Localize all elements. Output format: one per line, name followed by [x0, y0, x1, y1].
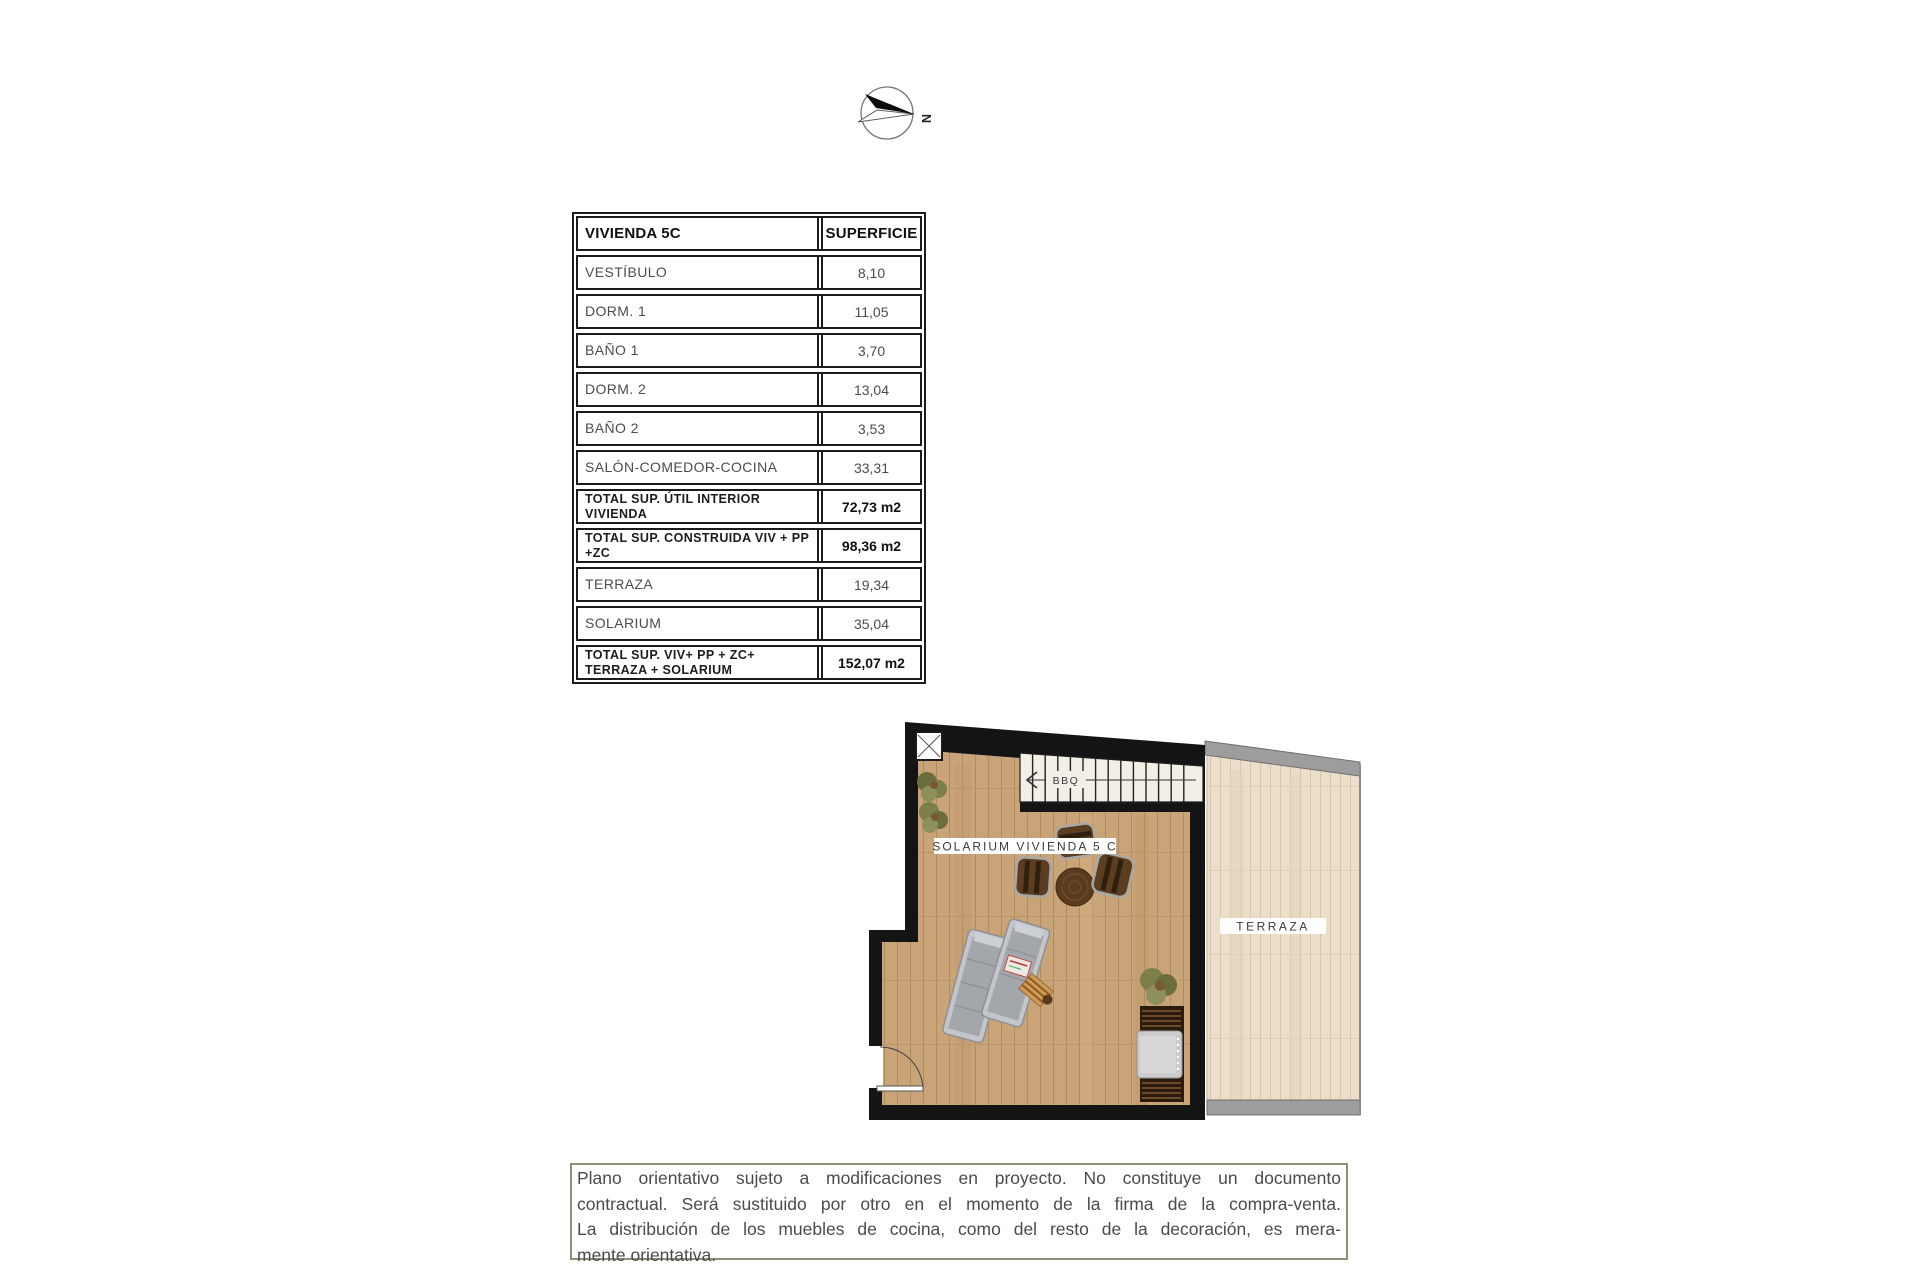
terraza-label — [1220, 918, 1326, 934]
skylight-box — [916, 732, 942, 760]
table-row — [576, 645, 922, 680]
table-row — [576, 411, 922, 446]
row-label: SALÓN-COMEDOR-COCINA — [578, 452, 819, 483]
lounger-mat — [1137, 1006, 1184, 1102]
table-row — [576, 333, 922, 368]
floorplan — [860, 710, 1370, 1140]
north-arrow-icon — [838, 66, 958, 161]
disclaimer-line: Plano orientativo sujeto a modificaciones en proyecto. No constituye un documento — [577, 1168, 1341, 1188]
disclaimer-line: La distribución de los muebles de cocina, como del resto de la decoración, es mera- — [577, 1219, 1341, 1239]
row-label: TERRAZA — [578, 569, 819, 600]
svg-text:TERRAZA: TERRAZA — [1236, 919, 1310, 934]
solarium-label — [932, 838, 1117, 854]
row-label: DORM. 2 — [578, 374, 819, 405]
door-leaf — [877, 1086, 923, 1091]
svg-text:SOLARIUM VIVIENDA 5 C: SOLARIUM VIVIENDA 5 C — [932, 839, 1118, 854]
table-header-row — [576, 216, 922, 251]
row-value: 19,34 — [821, 569, 920, 600]
row-value: 11,05 — [821, 296, 920, 327]
disclaimer-line: contractual. Será sustituido por otro en el momento de la firma de la compra-venta. — [577, 1193, 1341, 1214]
row-label: SOLARIUM — [578, 608, 819, 639]
table-row — [576, 528, 922, 563]
disclaimer-lines — [577, 1166, 1341, 1268]
row-value: 13,04 — [821, 374, 920, 405]
row-label: DORM. 1 — [578, 296, 819, 327]
row-value: 72,73 m2 — [821, 491, 920, 522]
row-value: 3,53 — [821, 413, 920, 444]
row-label: TOTAL SUP. VIV+ PP + ZC+ TERRAZA + SOLARIUM — [578, 647, 819, 678]
row-value: 35,04 — [821, 608, 920, 639]
table-row — [576, 294, 922, 329]
chair — [1091, 851, 1135, 898]
table-row — [576, 255, 922, 290]
row-value: 98,36 m2 — [821, 530, 920, 561]
area-table-body — [576, 255, 922, 680]
row-label: BAÑO 1 — [578, 335, 819, 366]
dining-table — [1056, 868, 1094, 906]
row-value: 8,10 — [821, 257, 920, 288]
table-header-surface: SUPERFICIE — [821, 218, 920, 249]
chair — [1015, 857, 1052, 897]
table-row — [576, 450, 922, 485]
row-value: 33,31 — [821, 452, 920, 483]
row-label: TOTAL SUP. ÚTIL INTERIOR VIVIENDA — [578, 491, 819, 522]
table-row — [576, 372, 922, 407]
row-value: 152,07 m2 — [821, 647, 920, 678]
disclaimer-line: mente orientativa. — [577, 1244, 717, 1265]
row-label: BAÑO 2 — [578, 413, 819, 444]
table-row — [576, 606, 922, 641]
table-row — [576, 567, 922, 602]
row-label: VESTÍBULO — [578, 257, 819, 288]
area-table — [572, 212, 926, 684]
row-label: TOTAL SUP. CONSTRUIDA VIV + PP +ZC — [578, 530, 819, 561]
table-row — [576, 489, 922, 524]
compass-north-label: N — [919, 114, 933, 124]
bbq-label: BBQ — [1052, 775, 1080, 787]
terraza-bottom-band — [1207, 1100, 1360, 1115]
row-value: 3,70 — [821, 335, 920, 366]
disclaimer-box — [570, 1163, 1348, 1265]
table-header-dwelling: VIVIENDA 5C — [578, 218, 819, 249]
